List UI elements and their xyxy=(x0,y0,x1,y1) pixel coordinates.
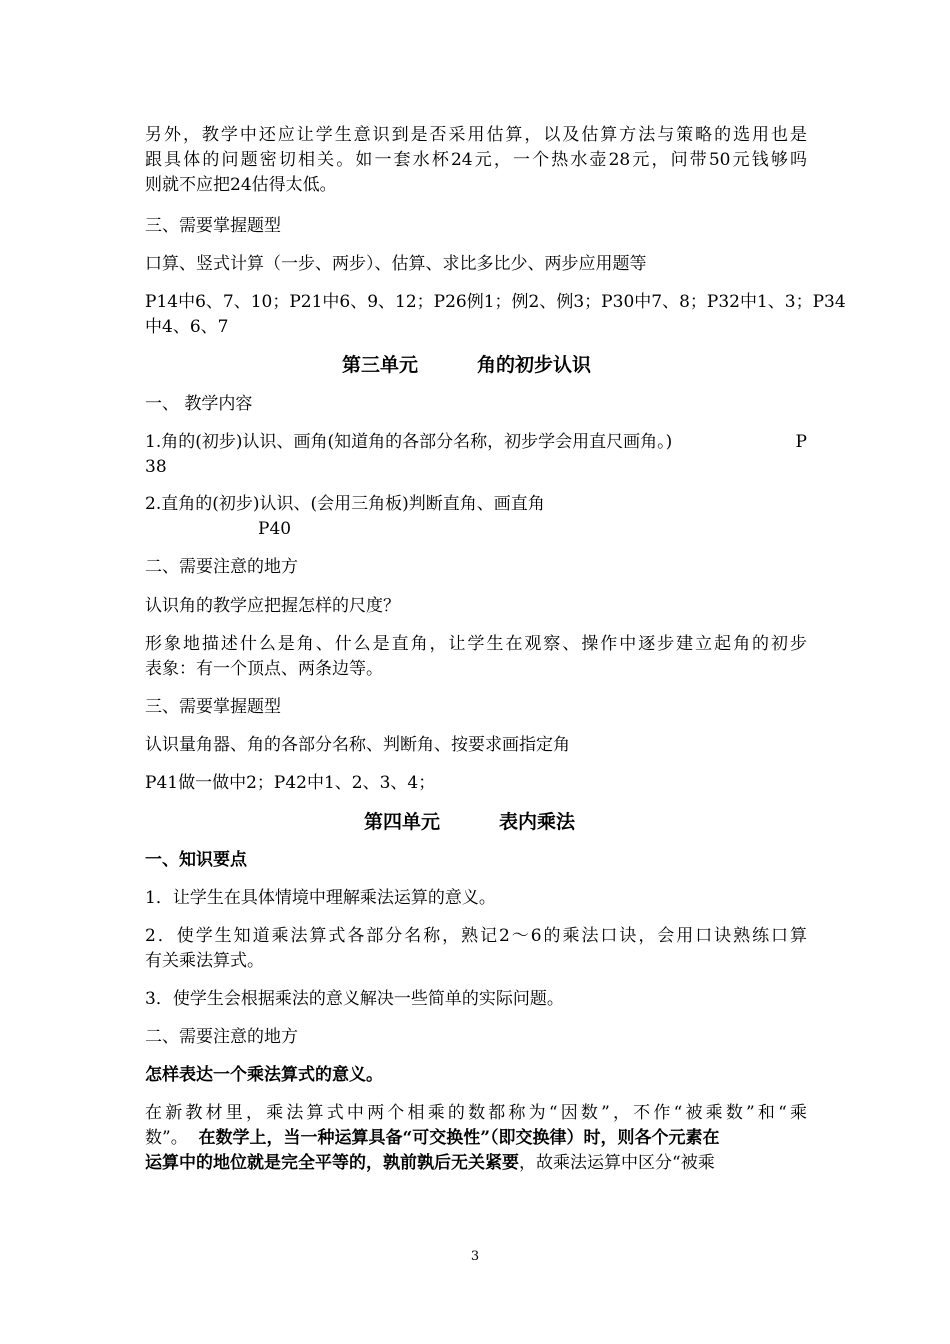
exercise-list xyxy=(145,290,846,340)
text-line: 2．使学生知道乘法算式各部分名称，熟记2～6的乘法口诀，会用口诀熟练口算 xyxy=(145,926,807,946)
text-line: 形象地描述什么是角、什么是直角，让学生在观察、操作中逐步建立起角的初步 xyxy=(145,634,807,654)
section-heading: 一、 教学内容 xyxy=(145,394,253,414)
knowledge-point: 3．使学生会根据乘法的意义解决一些简单的实际问题。 xyxy=(145,989,564,1009)
section-heading: 一、知识要点 xyxy=(145,850,247,870)
unit-name: 角的初步认识 xyxy=(477,354,592,376)
page-number: 3 xyxy=(470,1249,480,1264)
estimation-paragraph xyxy=(145,123,807,198)
content-item xyxy=(145,492,807,542)
question-types: 口算、竖式计算（一步、两步）、估算、求比多比少、两步应用题等 xyxy=(145,254,647,274)
text-line: 在新教材里，乘法算式中两个相乘的数都称为“因数”，不作“被乘数”和“乘 xyxy=(145,1103,807,1123)
emphasis-text: 在数学上，当一种运算具备“可交换性”（即交换律）时，则各个元素在 xyxy=(198,1128,720,1148)
text-line: 另外，教学中还应让学生意识到是否采用估算，以及估算方法与策略的选用也是 xyxy=(145,125,807,145)
content-item xyxy=(145,430,807,480)
unit-number: 第四单元 xyxy=(364,811,441,833)
question: 认识角的教学应把握怎样的尺度？ xyxy=(145,596,400,616)
answer-paragraph xyxy=(145,632,807,682)
page-ref: P xyxy=(795,432,807,452)
text-line: 有关乘法算式。 xyxy=(145,951,264,971)
exercise-list: P41做一做中2；P42中1、2、3、4； xyxy=(145,773,436,793)
text-line: 中4、6、7 xyxy=(145,317,229,337)
text-line: P14中6、7、10；P21中6、9、12；P26例1；例2、例3；P30中7、8；P32中1、3；P34 xyxy=(145,292,846,312)
question-types: 认识量角器、角的各部分名称、判断角、按要求画指定角 xyxy=(145,735,570,755)
page-ref: 38 xyxy=(145,457,167,477)
section-heading: 三、需要掌握题型 xyxy=(145,216,281,236)
emphasis-text: 运算中的地位就是完全平等的，孰前孰后无关紧要 xyxy=(145,1153,519,1173)
text-line: 表象：有一个顶点、两条边等。 xyxy=(145,659,383,679)
knowledge-point xyxy=(145,924,807,974)
text-line: 则就不应把24估得太低。 xyxy=(145,175,337,195)
explanation-paragraph xyxy=(145,1101,807,1176)
section-heading: 二、需要注意的地方 xyxy=(145,557,298,577)
unit-name: 表内乘法 xyxy=(499,811,576,833)
item-text: 1.角的(初步)认识、画角(知道角的各部分名称，初步学会用直尺画角。) xyxy=(145,432,673,452)
page-ref: P40 xyxy=(258,519,292,539)
question: 怎样表达一个乘法算式的意义。 xyxy=(145,1065,383,1085)
unit-number: 第三单元 xyxy=(342,354,419,376)
knowledge-point: 1．让学生在具体情境中理解乘法运算的意义。 xyxy=(145,888,496,908)
text-segment: 数”。 xyxy=(145,1128,199,1148)
section-heading: 二、需要注意的地方 xyxy=(145,1027,298,1047)
item-text: 2.直角的(初步)认识、(会用三角板)判断直角、画直角 xyxy=(145,494,545,514)
text-segment: ，故乘法运算中区分“被乘 xyxy=(519,1153,715,1173)
section-heading: 三、需要掌握题型 xyxy=(145,697,281,717)
text-line: 跟具体的问题密切相关。如一套水杯24元，一个热水壶28元，问带50元钱够吗 xyxy=(145,150,807,170)
